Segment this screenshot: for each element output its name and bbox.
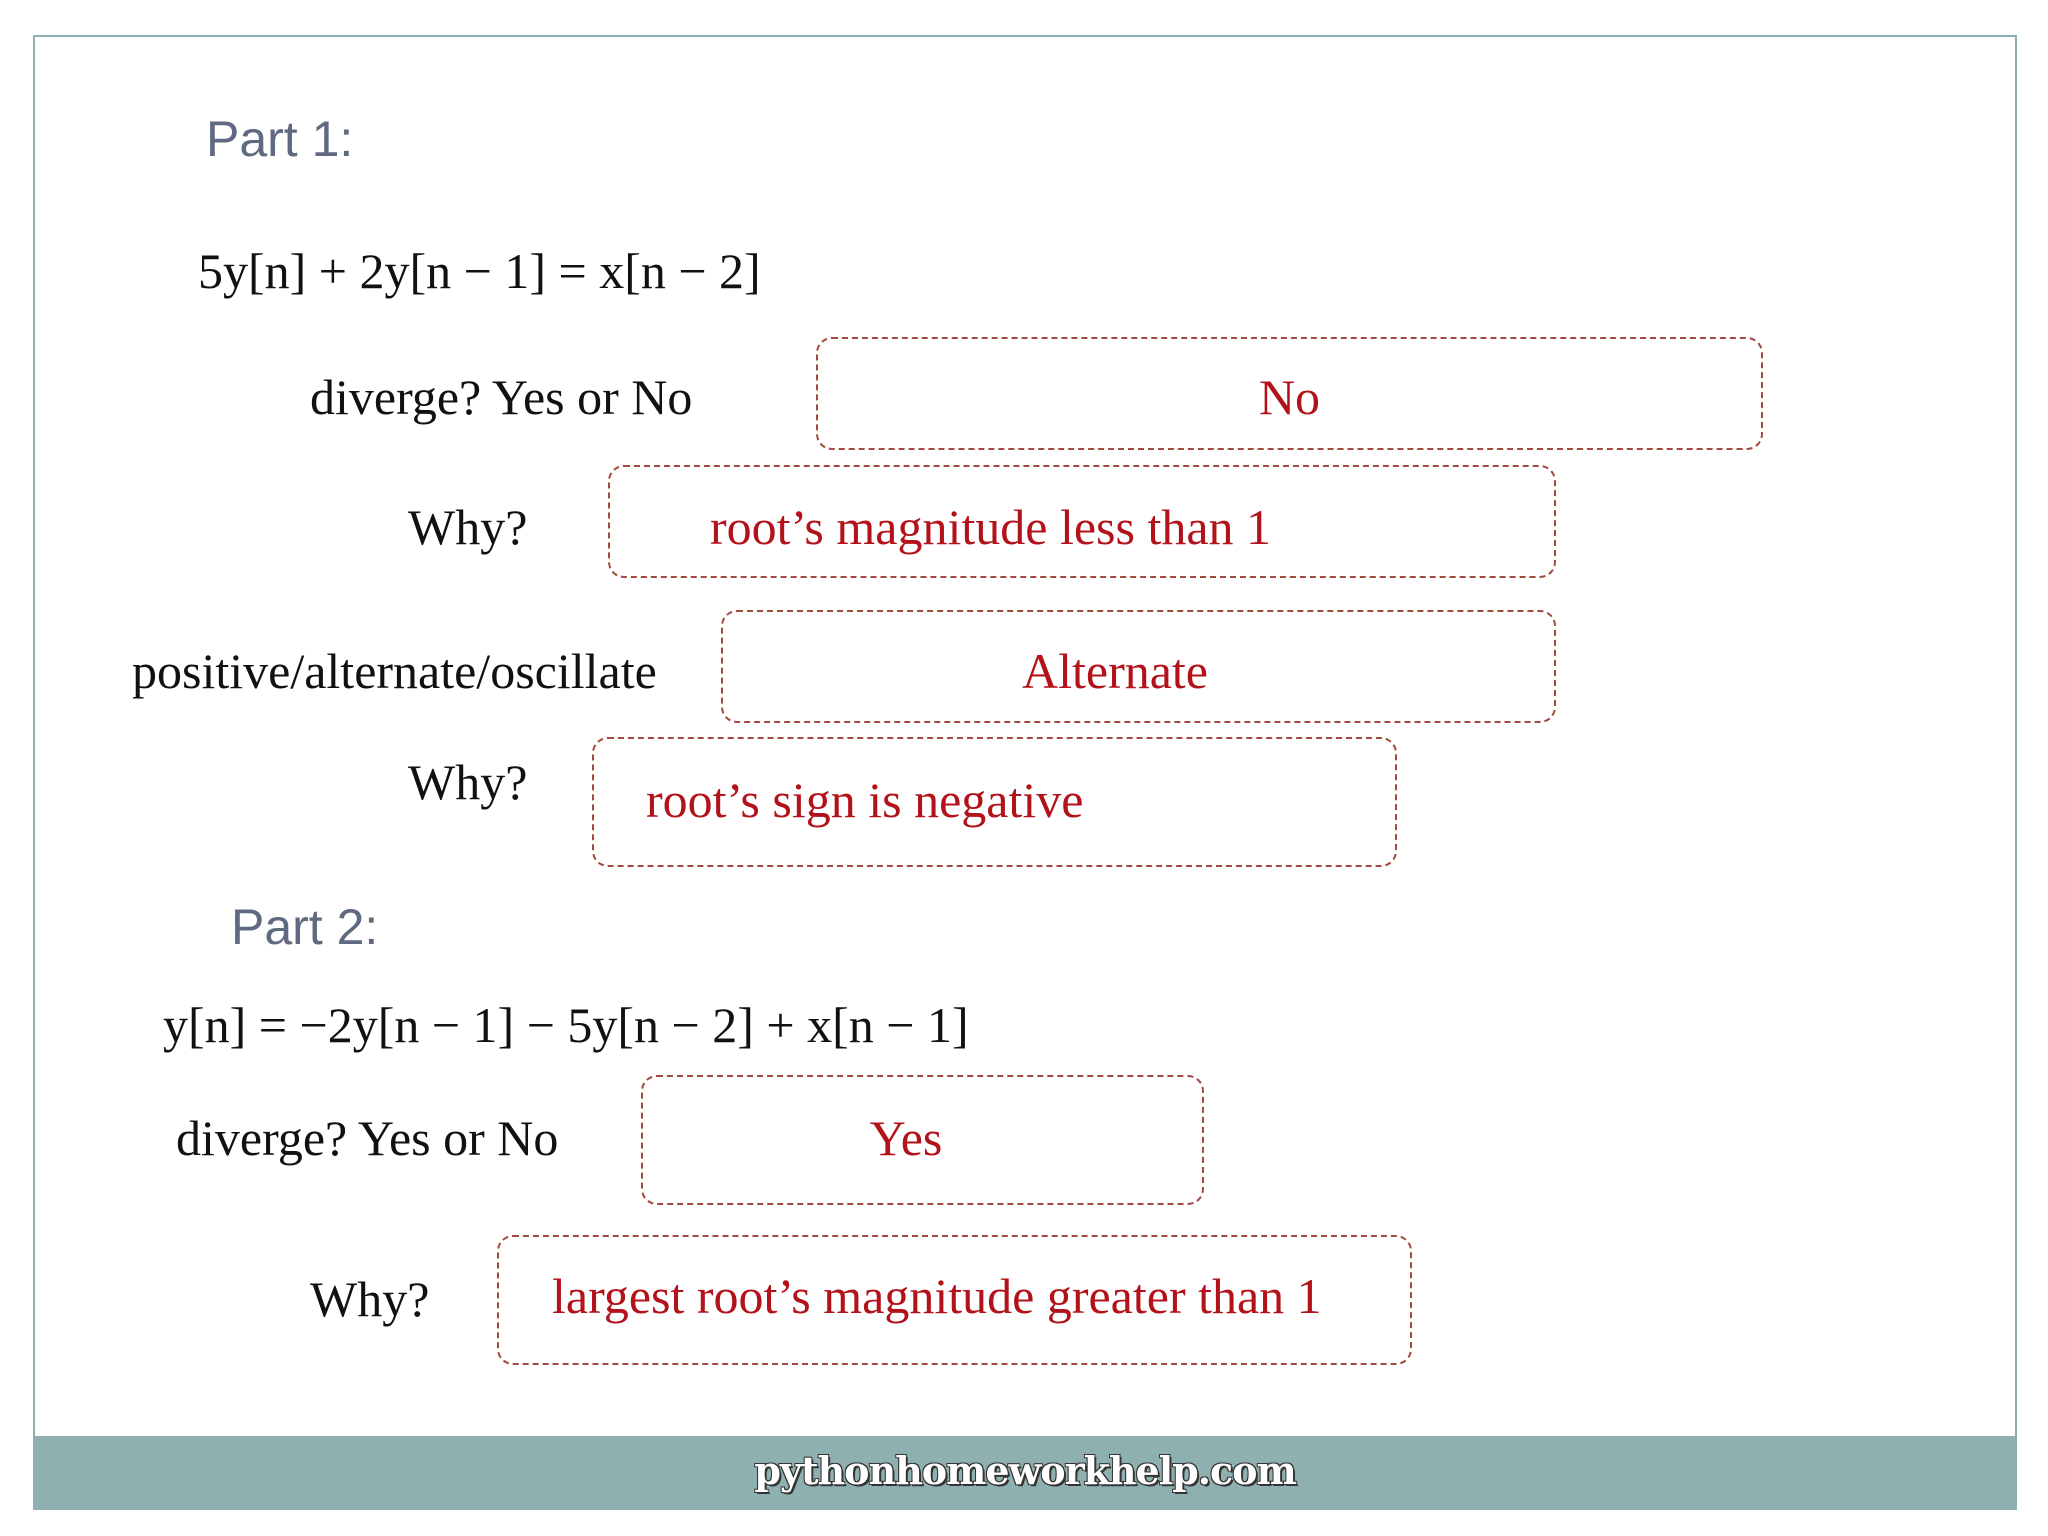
part1-why2-label: Why? [408,754,528,810]
part2-equation: y[n] = −2y[n − 1] − 5y[n − 2] + x[n − 1] [163,997,969,1053]
part2-diverge-label: diverge? Yes or No [176,1110,559,1166]
part1-behavior-answer: Alternate [1021,643,1208,699]
footer-site-link[interactable]: pythonhomeworkhelp.com [754,1448,1296,1493]
part2-why-label: Why? [310,1271,430,1327]
part1-why2-answer: root’s sign is negative [646,772,1084,828]
part2-why-answer: largest root’s magnitude greater than 1 [552,1268,1322,1324]
part1-heading: Part 1: [206,111,354,167]
part2-heading: Part 2: [231,899,379,955]
part1-diverge-answer: No [1258,369,1321,425]
part1-behavior-label: positive/alternate/oscillate [132,643,657,699]
footer-bar [33,1436,2017,1510]
part1-diverge-label: diverge? Yes or No [310,369,693,425]
part1-why1-label: Why? [408,499,528,555]
part1-equation: 5y[n] + 2y[n − 1] = x[n − 2] [198,243,761,299]
part2-diverge-answer: Yes [869,1110,943,1166]
part1-why1-answer: root’s magnitude less than 1 [710,499,1272,555]
